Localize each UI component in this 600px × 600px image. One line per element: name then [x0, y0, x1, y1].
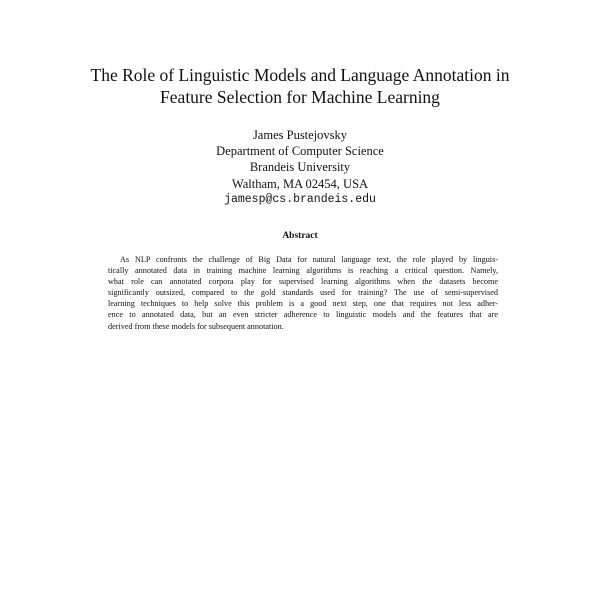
abstract-line: learning techniques to help solve this problem is a good next step, one that requires not less adher- — [108, 299, 498, 309]
abstract-heading: Abstract — [282, 231, 318, 241]
abstract-line: significantly outsized, compared to the gold standards used for training? The use of semi-supervised — [108, 288, 498, 298]
author-address: Waltham, MA 02454, USA — [231, 176, 369, 191]
paper-title-line-1: The Role of Linguistic Models and Language Annotation in — [90, 65, 510, 85]
paper-title — [60, 64, 540, 108]
author-email: jamesp@cs.brandeis.edu — [224, 192, 376, 206]
abstract-line: As NLP confronts the challenge of Big Data for natural language text, the role played by linguis- — [120, 255, 498, 264]
author-block — [100, 127, 500, 208]
author-department: Department of Computer Science — [216, 144, 384, 159]
abstract-line: tically annotated data in training machine learning algorithms is reaching a critical question. Namely, — [108, 266, 498, 276]
abstract-line: what role can annotated corpora play for supervised learning algorithms when the datasets become — [108, 277, 498, 287]
paper-title-line-2: Feature Selection for Machine Learning — [160, 87, 440, 107]
abstract-line: ence to annotated data, but an even stricter adherence to linguistic models and the features that are — [108, 310, 498, 320]
author-name: James Pustejovsky — [252, 128, 348, 142]
author-university: Brandeis University — [249, 160, 351, 175]
abstract-line: derived from these models for subsequent annotation. — [108, 321, 284, 331]
abstract-body — [108, 254, 498, 332]
